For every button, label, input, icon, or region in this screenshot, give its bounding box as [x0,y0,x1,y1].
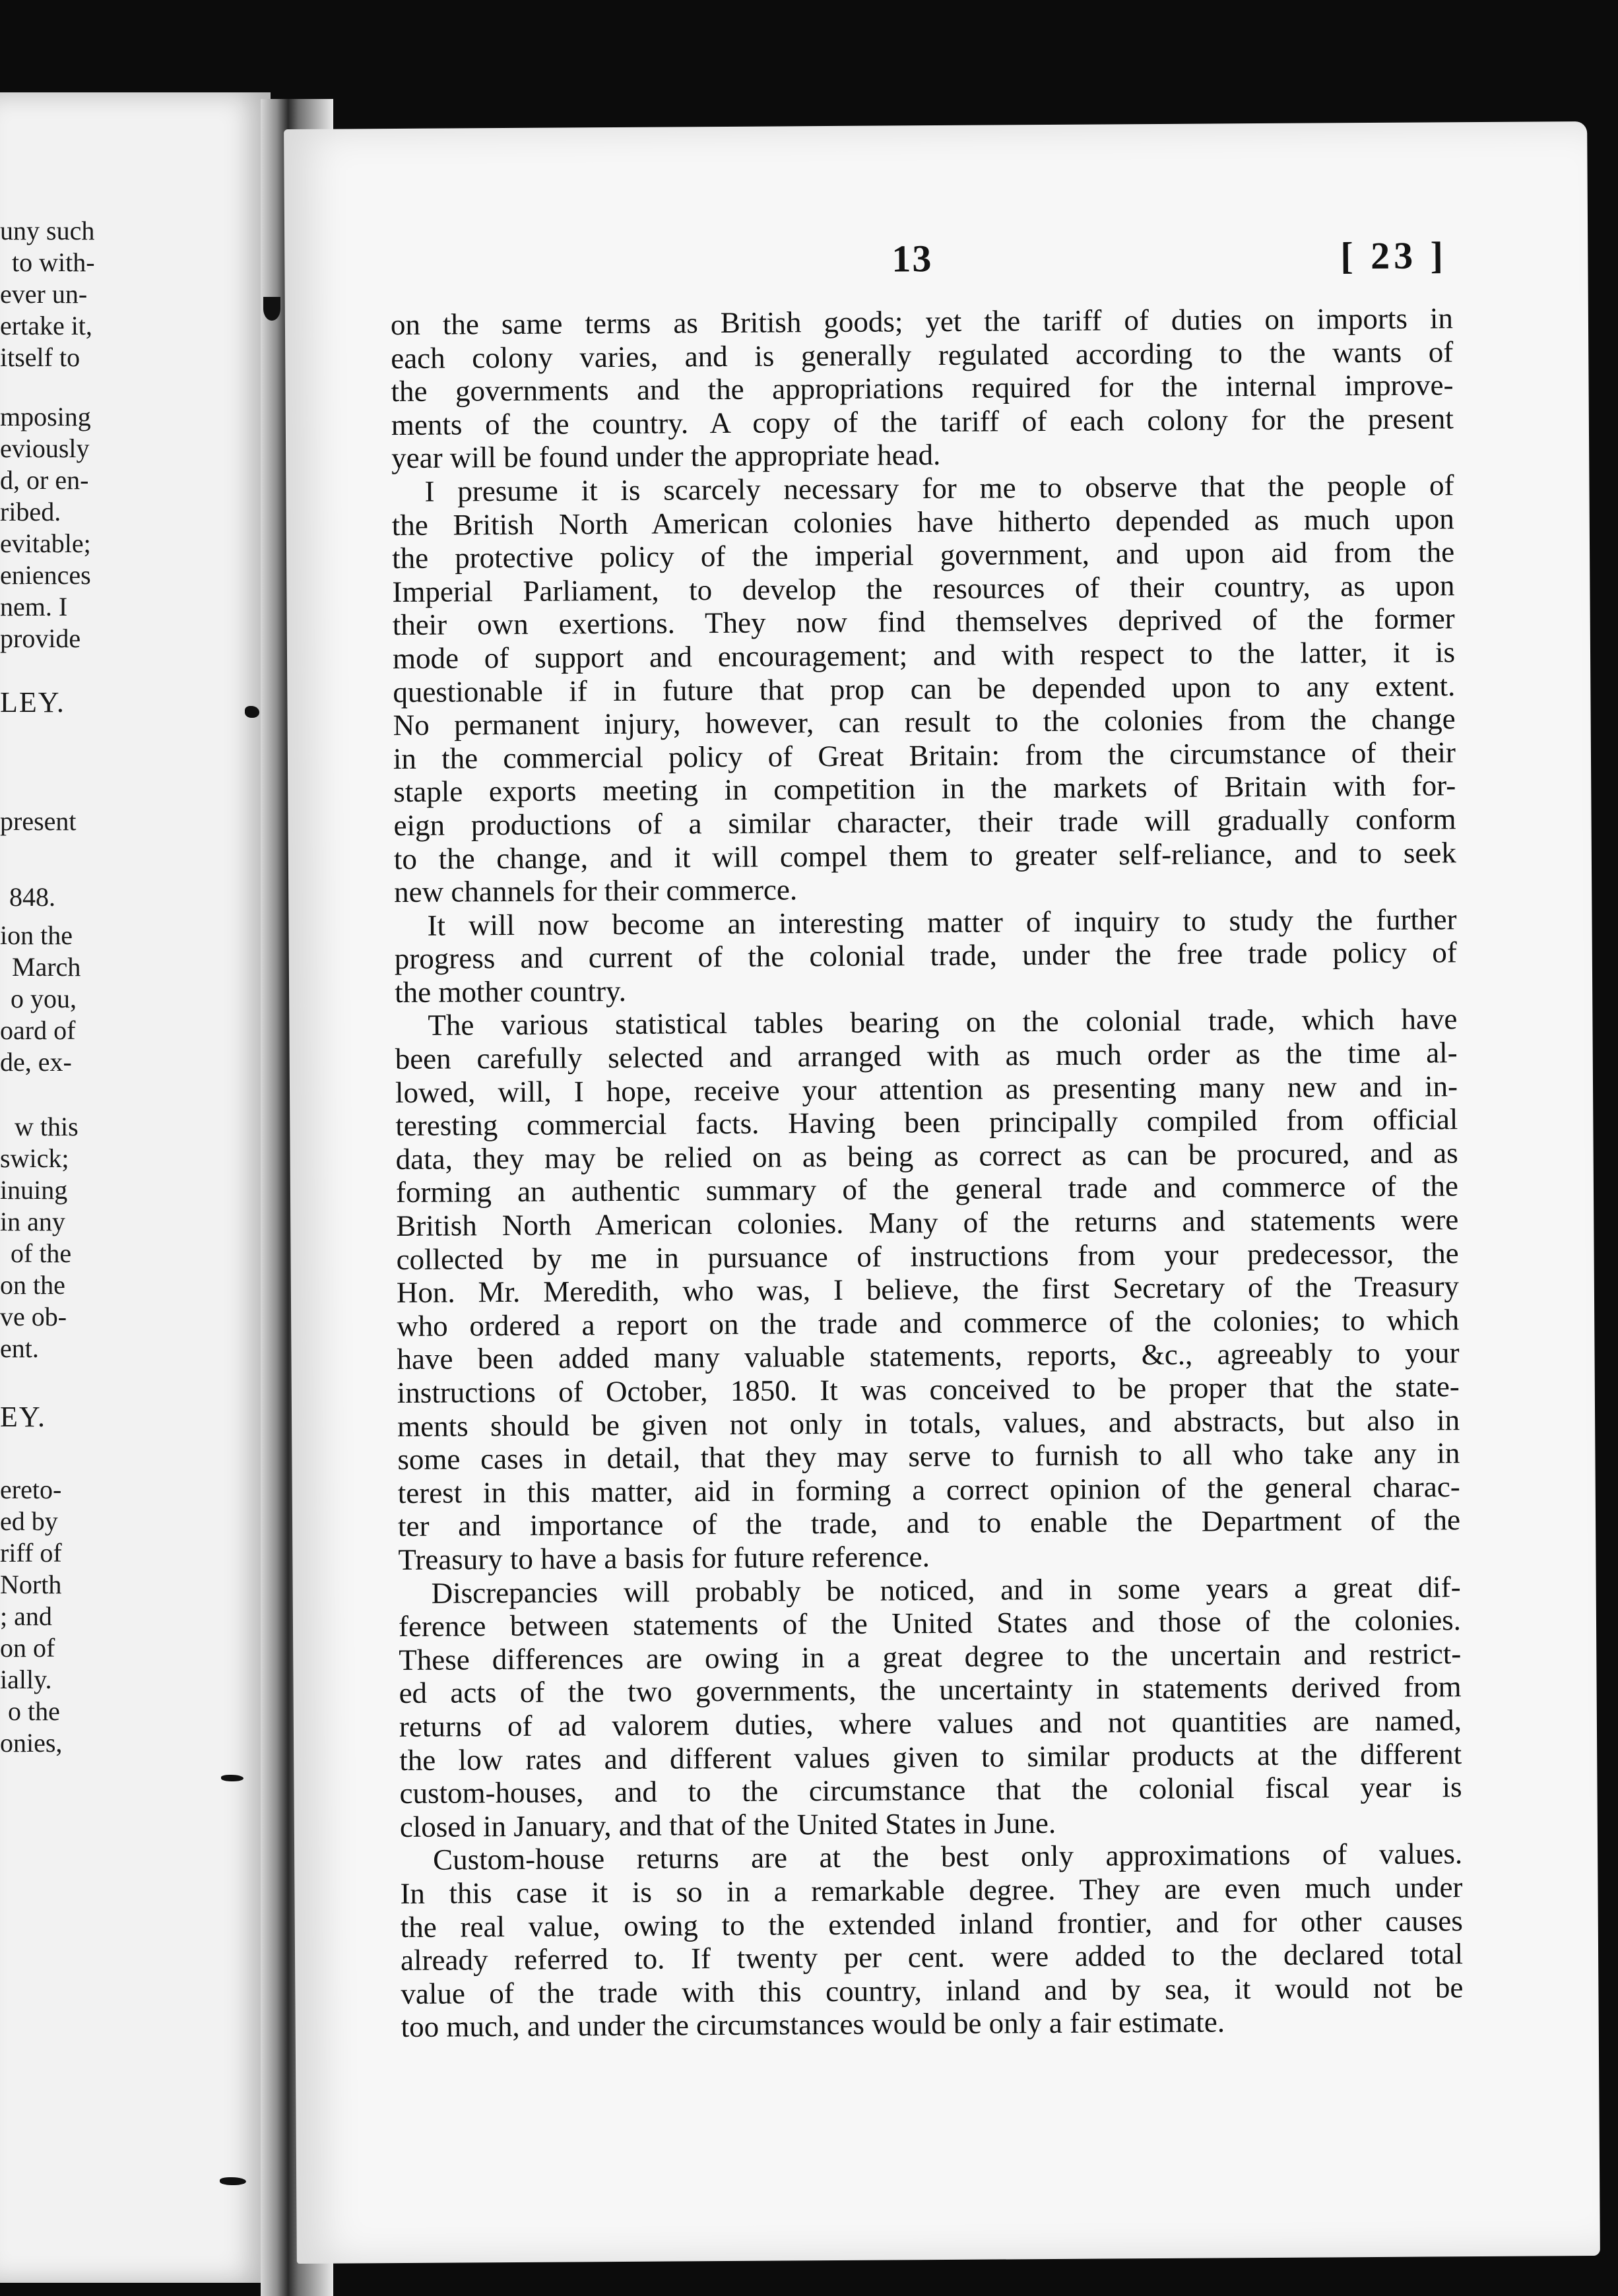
text-line: data, they may be relied on as being as correct as can be procured, and as [395,1136,1458,1176]
text-line: lowed, will, I hope, receive your attention as presenting many new and in- [395,1069,1458,1109]
text-line: Discrepancies will probably be noticed, and in some years a great dif- [431,1570,1461,1610]
right-page [284,121,1600,2264]
left-page-text-fragment: oard of [0,1015,76,1045]
text-line: eign productions of a similar character, their trade will gradually conform [393,802,1456,842]
text-line: the governments and the appropriations required for the internal improve- [391,368,1454,408]
left-page-text-fragment: swick; [0,1143,69,1173]
text-line: ments should be given not only in totals, values, and abstracts, but also in [397,1403,1460,1443]
paragraph [399,1570,1462,1844]
left-page-text-fragment: on the [0,1270,65,1300]
left-page-text-fragment: ereto- [0,1475,62,1504]
text-line: staple exports meeting in competition in the markets of Britain with for- [393,769,1456,809]
gutter-mark [263,297,280,321]
text-line: have been added many valuable statements, reports, &c., agreeably to your [397,1336,1460,1376]
left-page-text-fragment: inuing [0,1175,68,1205]
left-page-text-fragment: LEY. [0,686,65,718]
text-line: the mother country. [394,974,627,1009]
left-page-text-fragment: North [0,1570,62,1599]
text-line: collected by me in pursuance of instructions from your predecessor, the [396,1236,1459,1276]
left-page-text-fragment: d, or en- [0,465,89,495]
text-line: the real value, owing to the extended inland frontier, and for other causes [400,1903,1463,1944]
paragraph [391,468,1456,909]
text-line: closed in January, and that of the United States in June. [399,1806,1056,1843]
text-line: value of the trade with this country, inland and by sea, it would not be [401,1970,1464,2010]
text-line: ter and importance of the trade, and to enable the Department of the [397,1503,1461,1543]
gutter-mark [221,1775,243,1781]
left-page-text-fragment: ; and [0,1601,52,1631]
text-line: on the same terms as British goods; yet the tariff of duties on imports in [390,302,1454,342]
left-page-text-fragment: mposing [0,402,91,431]
gutter-mark [245,706,259,718]
left-page-text-fragment: ion the [0,920,73,950]
text-line: been carefully selected and arranged with as much order as the time al- [395,1036,1458,1076]
left-page-text-fragment: de, ex- [0,1047,72,1077]
left-page-text-fragment: o the [8,1696,60,1726]
text-line: who ordered a report on the trade and commerce of the colonies; to which [397,1303,1460,1343]
left-page-text-fragment: uny such [0,216,95,245]
bracketed-page-number: [ 23 ] [1340,234,1448,278]
text-line: new channels for their commerce. [394,873,798,909]
text-line: The various statistical tables bearing on the colonial trade, which have [428,1002,1458,1042]
left-page-text-fragment: of the [11,1238,72,1268]
text-line: In this case it is so in a remarkable degree. They are even much under [400,1870,1463,1910]
text-line: I presume it is scarcely necessary for me to observe that the people of [424,468,1454,508]
left-page-text-fragment: 848. [9,882,55,912]
text-line: Imperial Parliament, to develop the resources of their country, as upon [392,568,1455,608]
text-line: year will be found under the appropriate head. [391,438,941,475]
paragraph [400,1837,1464,2044]
body-text [391,302,1464,2044]
text-line: instructions of October, 1850. It was conceived to be proper that the state- [397,1370,1460,1410]
left-page-text-fragment: provide [0,623,81,653]
left-page-text-fragment: ertake it, [0,311,92,340]
left-page-text-fragment: eniences [0,560,91,590]
text-line: ed acts of the two governments, the uncertainty in statements derived from [399,1670,1462,1710]
left-page-text-fragment: w this [15,1112,79,1141]
text-line: progress and current of the colonial trade, under the free trade policy of [394,936,1457,976]
text-line: British North American colonies. Many of the returns and statements were [396,1203,1459,1243]
text-line: questionable if in future that prop can be depended upon to any extent. [393,668,1456,709]
text-line: too much, and under the circumstances would be only a fair estimate. [401,2005,1225,2044]
text-line: to the change, and it will compel them to greater self-reliance, and to seek [393,835,1457,876]
left-page-fragment [0,92,271,2283]
text-line: the protective policy of the imperial government, and upon aid from the [391,535,1455,575]
text-line: No permanent injury, however, can result to the colonies from the change [393,702,1456,742]
left-page-text-fragment: ent. [0,1333,39,1363]
text-line: It will now become an interesting matter of inquiry to study the further [427,902,1457,942]
paragraph [391,302,1454,475]
text-line: Custom-house returns are at the best only approximations of values. [433,1837,1463,1877]
text-line: terest in this matter, aid in forming a correct opinion of the general charac- [397,1469,1460,1510]
text-line: Treasury to have a basis for future reference. [398,1540,930,1577]
left-page-text-fragment: itself to [0,342,81,372]
text-line: Hon. Mr. Meredith, who was, I believe, the first Secretary of the Treasury [396,1269,1460,1310]
left-page-text-fragment: to with- [12,247,95,277]
left-page-text-fragment: March [12,952,81,982]
left-page-text-fragment: o you, [11,984,77,1013]
text-line: forming an authentic summary of the general trade and commerce of the [395,1169,1459,1209]
text-line: ments of the country. A copy of the tariff of each colony for the present [391,402,1454,441]
gutter-mark [220,2177,246,2185]
paragraph [395,1003,1460,1577]
left-page-text-fragment: ribed. [0,497,61,526]
paragraph [394,903,1457,1009]
page-number: 13 [891,237,933,280]
text-line: custom-houses, and to the circumstance that the colonial fiscal year is [399,1770,1462,1810]
left-page-text-fragment: in any [0,1207,65,1236]
text-line: in the commercial policy of Great Britain: from the circumstance of their [393,735,1456,775]
left-page-text-fragment: ially. [0,1665,52,1694]
left-page-text-fragment: nem. I [0,592,68,622]
left-page-text-fragment: EY. [0,1401,46,1433]
text-line: the low rates and different values given to similar products at the different [399,1737,1462,1777]
text-line: returns of ad valorem duties, where values and not quantities are named, [399,1704,1462,1743]
text-line: These differences are owing in a great degree to the uncertain and restrict- [399,1636,1462,1676]
text-line: some cases in detail, that they may serve to furnish to all who take any in [397,1436,1460,1477]
text-line: ference between statements of the United States and those of the colonies. [398,1603,1462,1643]
left-page-text-fragment: present [0,806,77,836]
left-page-text-fragment: onies, [0,1728,63,1758]
left-page-text-fragment: ed by [0,1506,58,1536]
text-line: teresting commercial facts. Having been principally compiled from official [395,1102,1458,1143]
left-page-text-fragment: evitable; [0,528,91,558]
text-line: their own exertions. They now find themselves deprived of the former [392,602,1455,642]
text-line: already referred to. If twenty per cent. were added to the declared total [400,1937,1464,1977]
left-page-text-fragment: eviously [0,433,90,463]
left-page-text-fragment: riff of [0,1538,62,1568]
left-page-text-fragment: ve ob- [0,1302,67,1331]
text-line: mode of support and encouragement; and with respect to the latter, it is [392,635,1456,676]
text-line: the British North American colonies have hitherto depended as much upon [391,501,1454,542]
left-page-text-fragment: on of [0,1633,55,1663]
left-page-text-fragment: ever un- [0,279,88,309]
text-line: each colony varies, and is generally regulated according to the wants of [391,335,1454,375]
